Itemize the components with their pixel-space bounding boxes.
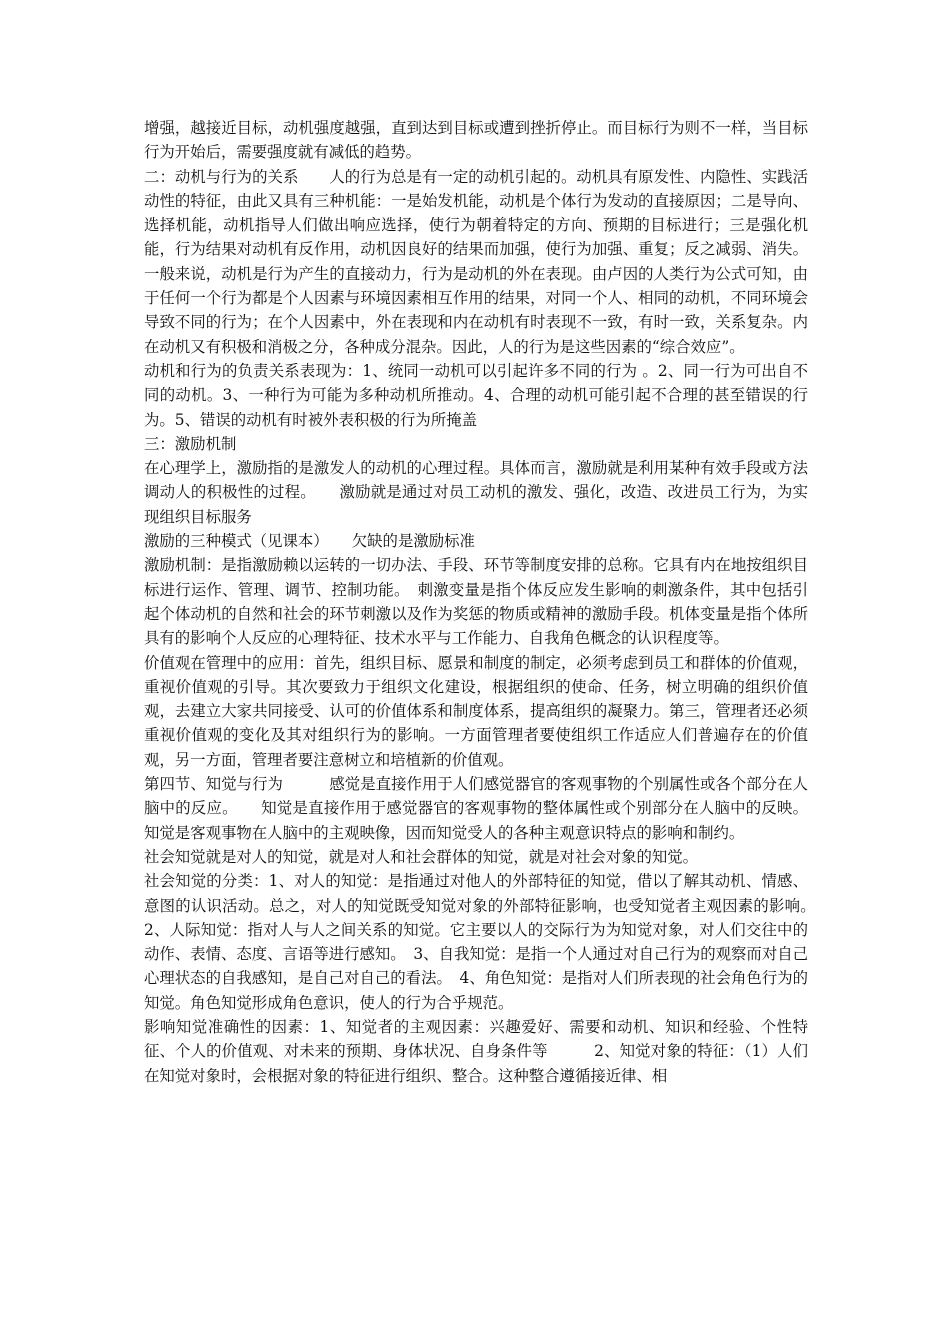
paragraph-goal-intensity: 增强，越接近目标，动机强度越强，直到达到目标或遭到挫折停止。而目标行为则不一样，当目标行为开始后，需要强度就有减低的趋势。 bbox=[144, 119, 808, 162]
paragraph-values-in-management: 价值观在管理中的应用：首先，组织目标、愿景和制度的制定，必须考虑到员工和群体的价值观，重视价值观的引导。其次要致力于组织文化建设，根据组织的使命、任务，树立明确的组织价值观，去建立大家共同接受、认可的价值体系和制度体系，提高组织的凝聚力。第三，管理者还必须重视价值观的变化及其对组织行为的影响。一方面管理者要使组织工作适应人们普遍存在的价值观，另一方面，管理者要注意树立和培植新的价值观。 bbox=[144, 653, 808, 769]
paragraph-motive-behavior-relation: 二：动机与行为的关系 人的行为总是有一定的动机引起的。动机具有原发性、内隐性、实践活动性的特征，由此又具有三种机能：一是始发机能，动机是个体行为发动的直接原因；二是导向、选择机能，动机指导人们做出响应选择，使行为朝着特定的方向、预期的目标进行；三是强化机能，行为结果对动机有反作用，动机因良好的结果而加强，使行为加强、重复；反之减弱、消失。一般来说，动机是行为产生的直接动力，行为是动机的外在表现。由卢因的人类行为公式可知，由于任何一个行为都是个人因素与环境因素相互作用的结果，对同一个人、相同的动机，不同环境会导致不同的行为；在个人因素中，外在表现和内在动机有时表现不一致，有时一致，关系复杂。内在动机又有积极和消极之分，各种成分混杂。因此，人的行为是这些因素的“综合效应”。 bbox=[144, 167, 808, 356]
paragraph-complex-relations: 动机和行为的负责关系表现为：1、统同一动机可以引起许多不同的行为 。2、同一行为可出自不同的动机。3、一种行为可能为多种动机所推动。4、合理的动机可能引起不合理的甚至错误的行为。5、错误的动机有时被外表积极的行为所掩盖 bbox=[144, 361, 808, 429]
paragraph-perception-accuracy-factors: 影响知觉准确性的因素：1、知觉者的主观因素：兴趣爱好、需要和动机、知识和经验、个性特征、个人的价值观、对未来的预期、身体状况、自身条件等 2、知觉对象的特征：（1）人们在知觉对象时，会根据对象的特征进行组织、整合。这种整合遵循接近律、相 bbox=[144, 1017, 808, 1085]
paragraph-three-models: 激励的三种模式（见课本） 欠缺的是激励标准 bbox=[144, 532, 475, 551]
paragraph-incentive-definition: 在心理学上，激励指的是激发人的动机的心理过程。具体而言，激励就是利用某种有效手段或方法调动人的积极性的过程。 激励就是通过对员工动机的激发、强化，改造、改进员工行为，为实现组织目标服务 bbox=[144, 459, 808, 526]
paragraph-social-perception: 社会知觉就是对人的知觉，就是对人和社会群体的知觉，就是对社会对象的知觉。 bbox=[144, 847, 699, 866]
paragraph-incentive-mechanism-definition: 激励机制：是指激励赖以运转的一切办法、手段、环节等制度安排的总称。它具有内在地按组织目标进行运作、管理、调节、控制功能。 刺激变量是指个体反应发生影响的刺激条件，其中包括引起个体动机的自然和社会的环节刺激以及作为奖惩的物质或精神的激励手段。机体变量是指个体所具有的影响个人反应的心理特征、技术水平与工作能力、自我角色概念的认识程度等。 bbox=[144, 556, 808, 648]
paragraph-perception-and-behavior: 第四节、知觉与行为 感觉是直接作用于人们感觉器官的客观事物的个别属性或各个部分在人脑中的反应。 知觉是直接作用于感觉器官的客观事物的整体属性或个别部分在人脑中的反映。知觉是客观事物在人脑中的主观映像，因而知觉受人的各种主观意识特点的影响和制约。 bbox=[144, 775, 808, 842]
paragraph-social-perception-types: 社会知觉的分类：1、对人的知觉：是指通过对他人的外部特征的知觉，借以了解其动机、情感、意图的认识活动。总之，对人的知觉既受知觉对象的外部特征影响，也受知觉者主观因素的影响。 2、人际知觉：指对人与人之间关系的知觉。它主要以人的交际行为为知觉对象，对人们交往中的动作、表情、态度、言语等进行感知。 3、自我知觉：是指一个人通过对自己行为的观察而对自己心理状态的自我感知，是自己对自己的看法。 4、角色知觉：是指对人们所表现的社会角色行为的知觉。角色知觉形成角色意识，使人的行为合乎规范。 bbox=[144, 872, 824, 1012]
document-body bbox=[144, 116, 824, 1088]
heading-incentive-mechanism: 三：激励机制 bbox=[144, 434, 237, 453]
